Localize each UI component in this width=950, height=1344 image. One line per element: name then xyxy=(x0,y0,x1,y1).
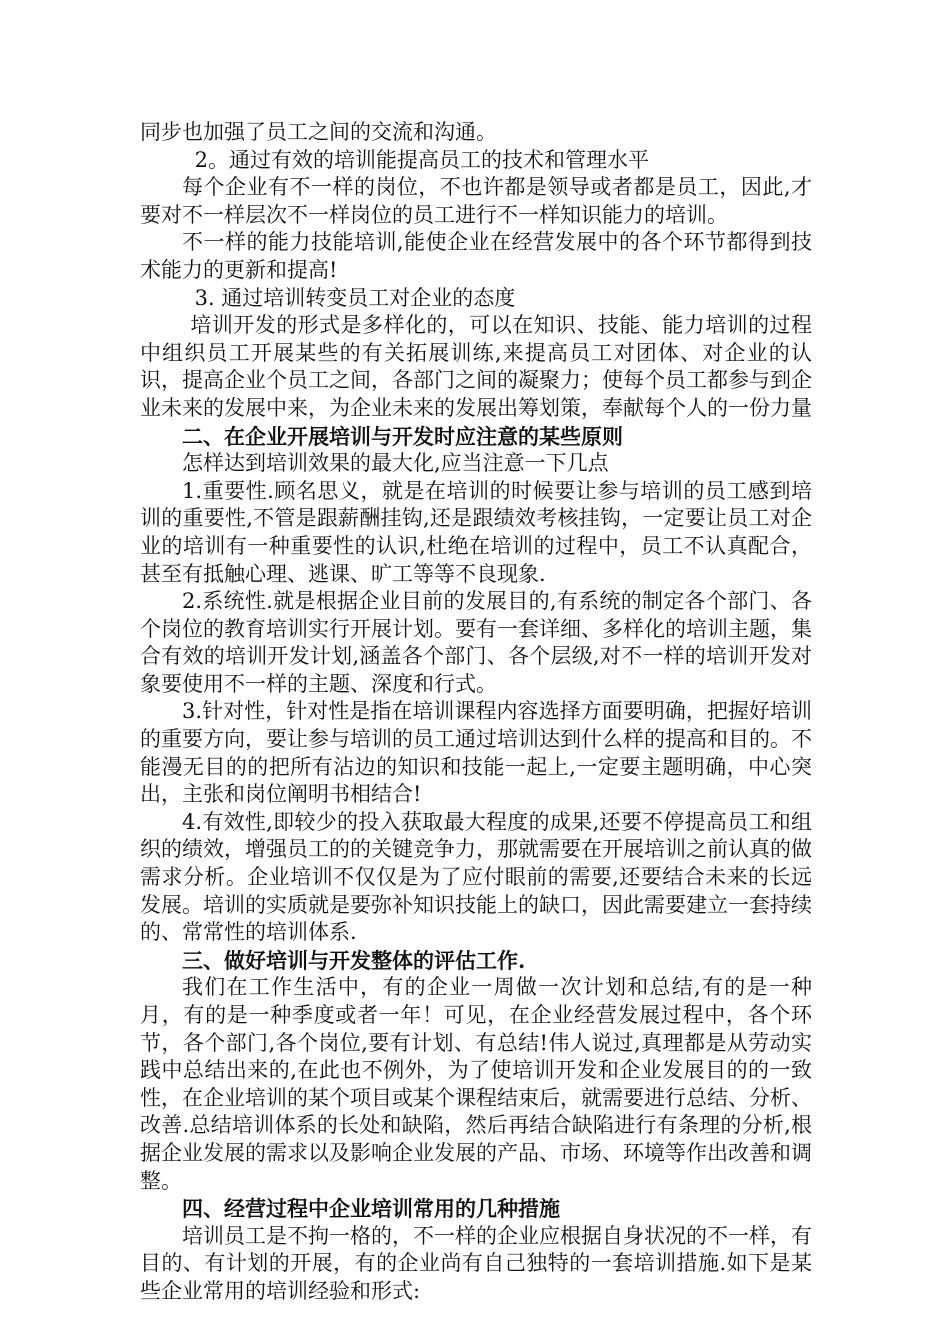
list-item-effectiveness: 4.有效性,即较少的投入获取最大程度的成果,还要不停提高员工和组织的绩效，增强员工的的关键竞争力，那就需要在开展培训之前认真的做需求分析。企业培训不仅仅是为了应付眼前的需要,还要结合未来的长远发展。培训的实质就是要弥补知识技能上的缺口，因此需要建立一套持续的、常常性的培训体系. xyxy=(140,809,812,945)
paragraph-continuation: 同步也加强了员工之间的交流和沟通。 xyxy=(140,120,497,144)
paragraph: 我们在工作生活中，有的企业一周做一次计划和总结,有的是一种月，有的是一种季度或者一年！可见，在企业经营发展过程中，各个环节，各个部门,各个岗位,要有计划、有总结!伟人说过,真理都是从劳动实践中总结出来的,在此也不例外，为了使培训开发和企业发展目的的一致性，在企业培训的某个项目或某个课程结束后，就需要进行总结、分析、改善.总结培训体系的长处和缺陷，然后再结合缺陷进行有条理的分析,根据企业发展的需求以及影响企业发展的产品、市场、环境等作出改善和调整。 xyxy=(140,975,812,1193)
paragraph: 不一样的能力技能培训,能使企业在经营发展中的各个环节都得到技术能力的更新和提高! xyxy=(140,230,812,282)
list-item-importance: 1.重要性.顾名思义，就是在培训的时候要让参与培训的员工感到培训的重要性,不管是跟薪酬挂钩,还是跟绩效考核挂钩，一定要让员工对企业的培训有一种重要性的认识,杜绝在培训的过程中，员工不认真配合，甚至有抵触心理、逃课、旷工等等不良现象. xyxy=(140,478,812,586)
document-page xyxy=(140,119,812,1306)
paragraph: 培训员工是不拘一格的，不一样的企业应根据自身状况的不一样，有目的、有计划的开展，有的企业尚有自己独特的一套培训措施.如下是某些企业常用的培训经验和形式: xyxy=(140,1223,812,1303)
subheading-improve-skills: 2。通过有效的培训能提高员工的技术和管理水平 xyxy=(194,147,649,172)
subheading-change-attitude: 3. 通过培训转变员工对企业的态度 xyxy=(194,285,516,310)
paragraph: 怎样达到培训效果的最大化,应当注意一下几点 xyxy=(182,451,609,476)
paragraph: 培训开发的形式是多样化的，可以在知识、技能、能力培训的过程中组织员工开展某些的有关拓展训练,来提高员工对团体、对企业的认识，提高企业个员工之间，各部门之间的凝聚力；使每个员工都参与到企业未来的发展中来，为企业未来的发展出筹划策，奉献每个人的一份力量 xyxy=(140,313,812,420)
section-heading-measures: 四、经营过程中企业培训常用的几种措施 xyxy=(182,1196,560,1222)
list-item-systematic: 2.系统性.就是根据企业目前的发展目的,有系统的制定各个部门、各个岗位的教育培训实行开展计划。要有一套详细、多样化的培训主题，集合有效的培训开发计划,涵盖各个部门、各个层级,对不一样的培训开发对象要使用不一样的主题、深度和行式。 xyxy=(140,589,812,696)
section-heading-evaluation: 三、做好培训与开发整体的评估工作. xyxy=(182,947,526,973)
paragraph: 每个企业有不一样的岗位，不也许都是领导或者都是员工，因此,才要对不一样层次不一样岗位的员工进行不一样知识能力的培训。 xyxy=(140,175,812,227)
section-heading-principles: 二、在企业开展培训与开发时应注意的某些原则 xyxy=(182,423,623,449)
list-item-targeted: 3.针对性，针对性是指在培训课程内容选择方面要明确，把握好培训的重要方向，要让参与培训的员工通过培训达到什么样的提高和目的。不能漫无目的的把所有沾边的知识和技能一起上,一定要主题明确，中心突出，主张和岗位阐明书相结合! xyxy=(140,699,812,807)
